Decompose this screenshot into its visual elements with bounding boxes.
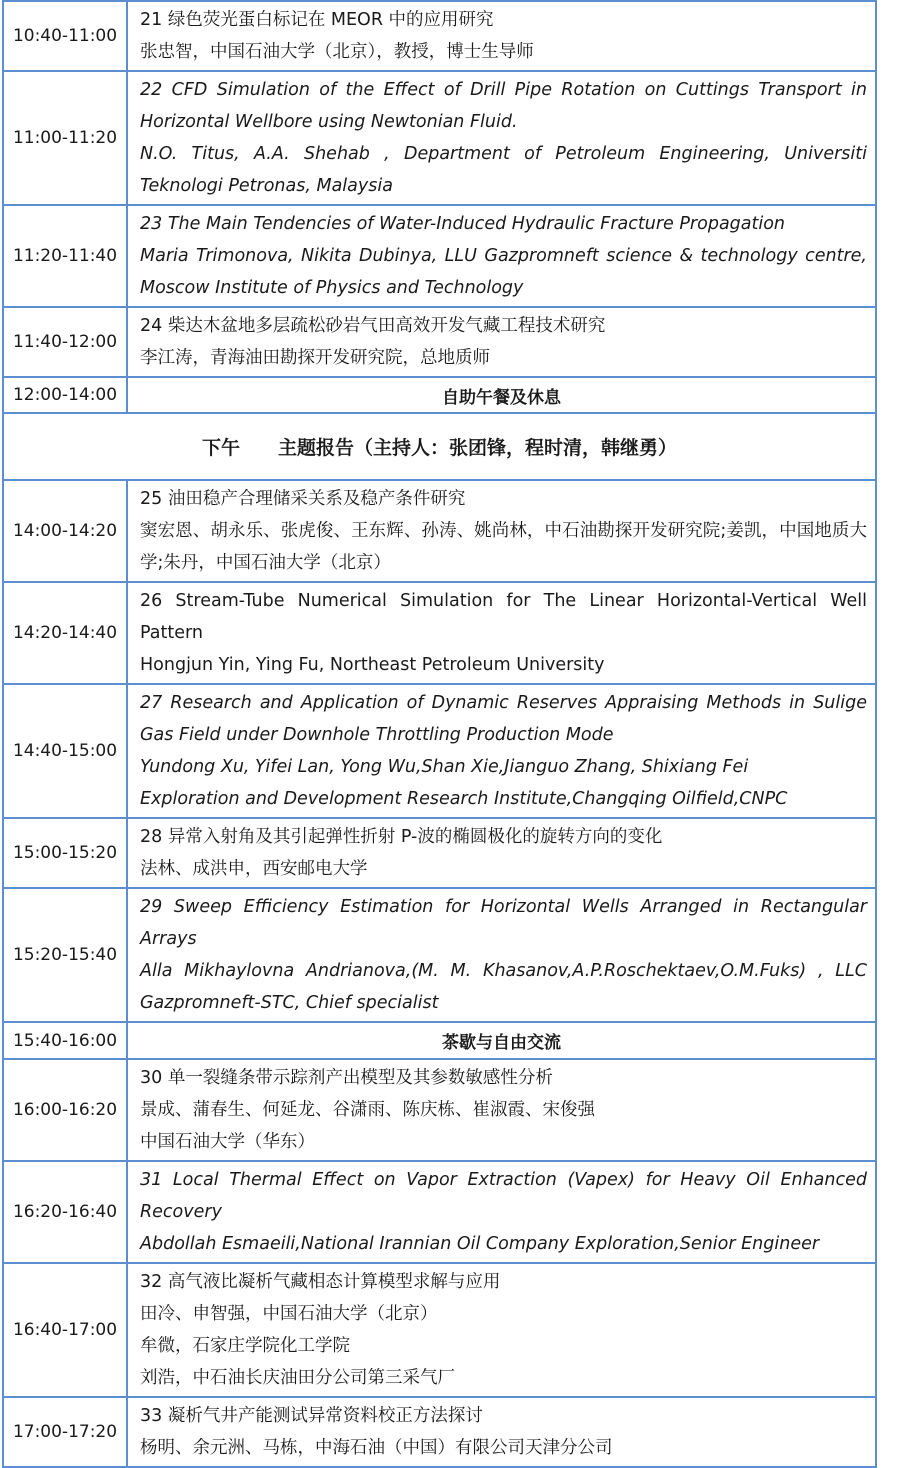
talk-details [127,888,876,1022]
time-slot: 11:20-11:40 [3,205,127,307]
talk-author-info: 杨明、余元洲、马栋，中海石油（中国）有限公司天津分公司 [140,1438,613,1458]
session-row [3,205,876,307]
talk-title: 24 柴达木盆地多层疏松砂岩气田高效开发气藏工程技术研究 [140,316,606,336]
talk-details [127,205,876,307]
break-row [3,1022,876,1059]
session-row [3,684,876,818]
break-row [3,377,876,413]
talk-details [127,582,876,684]
talk-details [127,71,876,205]
time-slot: 11:00-11:20 [3,71,127,205]
talk-title: 30 单一裂缝条带示踪剂产出模型及其参数敏感性分析 [140,1068,553,1088]
talk-title: 29 Sweep Efficiency Estimation for Horizontal Wells Arranged in Rectangular Arrays [140,897,867,949]
break-label: 茶歇与自由交流 [127,1022,876,1059]
time-slot: 14:00-14:20 [3,480,127,582]
talk-details [127,1161,876,1263]
talk-title: 21 绿色荧光蛋白标记在 MEOR 中的应用研究 [140,10,494,30]
talk-details [127,818,876,888]
time-slot: 16:00-16:20 [3,1059,127,1161]
talk-details [127,1059,876,1161]
session-row [3,1059,876,1161]
talk-details [127,1397,876,1467]
talk-author-info: Maria Trimonova, Nikita Dubinya, LLU Gazpromneft science & technology centre, Moscow Institute of Physics and Technology [140,246,867,298]
talk-details [127,480,876,582]
talk-author-info: Alla Mikhaylovna Andrianova,(M. M. Khasanov,A.P.Roschektaev,O.M.Fuks) , LLC Gazpromneft-STC, Chief specialist [140,961,867,1013]
talk-author-info: Hongjun Yin, Ying Fu, Northeast Petroleum University [140,655,605,675]
talk-details [127,307,876,377]
talk-author-info: 牟微，石家庄学院化工学院 [140,1336,350,1356]
talk-author-info: 窦宏恩、胡永乐、张虎俊、王东辉、孙涛、姚尚林，中石油勘探开发研究院;姜凯，中国地质大学;朱丹，中国石油大学（北京） [140,521,867,573]
time-slot: 14:40-15:00 [3,684,127,818]
talk-author-info: 中国石油大学（华东） [140,1132,315,1152]
time-slot: 17:00-17:20 [3,1397,127,1467]
talk-author-info: 景成、蒲春生、何延龙、谷潇雨、陈庆栋、崔淑霞、宋俊强 [140,1100,595,1120]
talk-author-info: Abdollah Esmaeili,National Irannian Oil Company Exploration,Senior Engineer [140,1234,820,1254]
break-label: 自助午餐及休息 [127,377,876,413]
talk-title: 33 凝析气井产能测试异常资料校正方法探讨 [140,1406,483,1426]
talk-title: 25 油田稳产合理储采关系及稳产条件研究 [140,489,466,509]
time-slot: 15:40-16:00 [3,1022,127,1059]
time-slot: 10:40-11:00 [3,1,127,71]
talk-title: 32 高气液比凝析气藏相态计算模型求解与应用 [140,1272,501,1292]
talk-author-info: 张忠智，中国石油大学（北京），教授，博士生导师 [140,42,534,62]
section-title: 下午 主题报告（主持人：张团锋，程时清，韩继勇） [3,413,876,480]
time-slot: 16:20-16:40 [3,1161,127,1263]
talk-author-info: 田冷、申智强，中国石油大学（北京） [140,1304,438,1324]
talk-details [127,1263,876,1397]
talk-title: 22 CFD Simulation of the Effect of Drill Pipe Rotation on Cuttings Transport in Horizontal Wellbore using Newtonian Fluid. [140,80,867,132]
session-row [3,307,876,377]
talk-author-info: 法林、成洪申，西安邮电大学 [140,859,368,879]
talk-author-info: Exploration and Development Research Institute,Changqing Oilfield,CNPC [140,789,788,809]
time-slot: 15:00-15:20 [3,818,127,888]
talk-author-info: Yundong Xu, Yifei Lan, Yong Wu,Shan Xie,Jianguo Zhang, Shixiang Fei [140,757,749,777]
talk-title: 31 Local Thermal Effect on Vapor Extraction (Vapex) for Heavy Oil Enhanced Recovery [140,1170,867,1222]
session-row [3,1,876,71]
session-row [3,1161,876,1263]
talk-details [127,684,876,818]
session-row [3,1263,876,1397]
talk-author-info: 李江涛，青海油田勘探开发研究院，总地质师 [140,348,490,368]
session-row [3,480,876,582]
time-slot: 15:20-15:40 [3,888,127,1022]
talk-author-info: 刘浩，中石油长庆油田分公司第三采气厂 [140,1368,455,1388]
time-slot: 14:20-14:40 [3,582,127,684]
talk-title: 27 Research and Application of Dynamic Reserves Appraising Methods in Sulige Gas Field under Downhole Throttling Production Mode [140,693,867,745]
talk-author-info: N.O. Titus, A.A. Shehab , Department of Petroleum Engineering, Universiti Teknologi Petronas, Malaysia [140,144,867,196]
session-row [3,818,876,888]
session-row [3,1397,876,1467]
session-row [3,888,876,1022]
section-header-row [3,413,876,480]
time-slot: 16:40-17:00 [3,1263,127,1397]
time-slot: 11:40-12:00 [3,307,127,377]
talk-details [127,1,876,71]
talk-title: 28 异常入射角及其引起弹性折射 P-波的椭圆极化的旋转方向的变化 [140,827,663,847]
schedule-table [2,0,877,1468]
session-row [3,582,876,684]
talk-title: 26 Stream-Tube Numerical Simulation for The Linear Horizontal-Vertical Well Pattern [140,591,867,643]
talk-title: 23 The Main Tendencies of Water-Induced Hydraulic Fracture Propagation [140,214,786,234]
session-row [3,71,876,205]
time-slot: 12:00-14:00 [3,377,127,413]
